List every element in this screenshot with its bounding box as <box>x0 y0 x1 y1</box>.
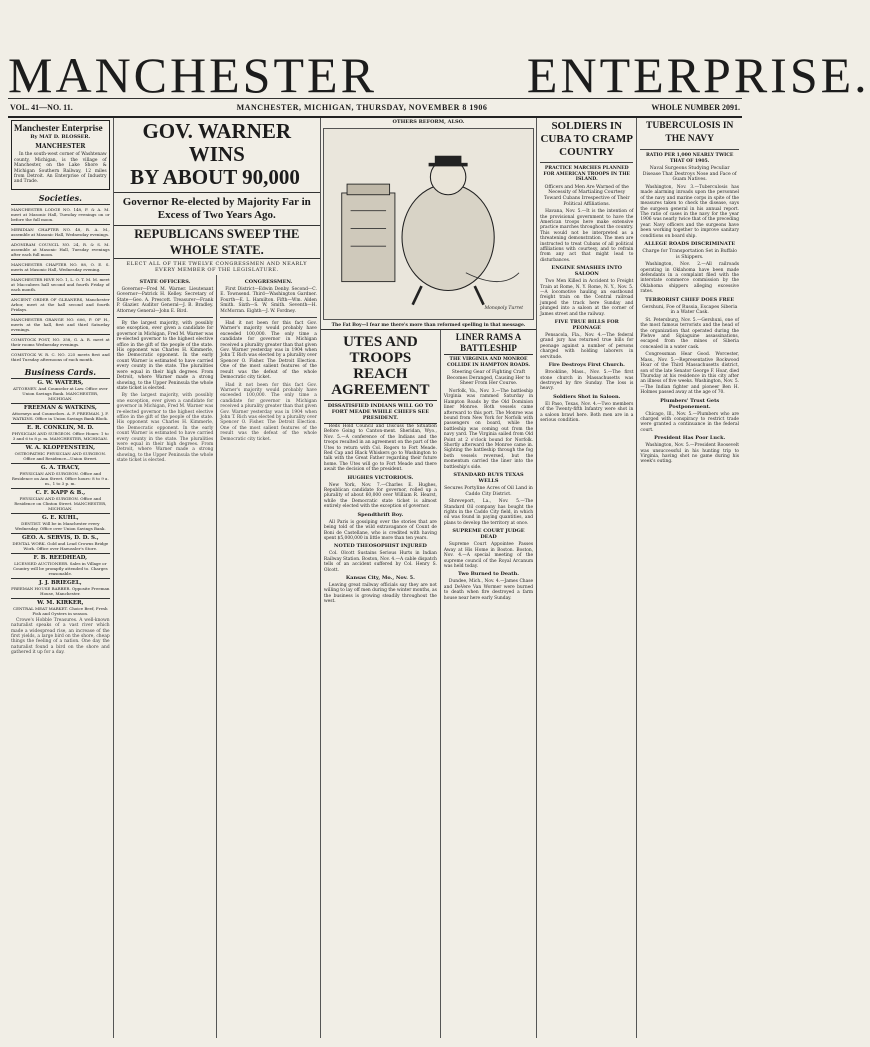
cuba-deck: PRACTICE MARCHES PLANNED FOR AMERICAN TROOPS IN THE ISLAND. <box>543 166 631 183</box>
hughes-body: New York, Nov. 7.—Charles E. Hughes, Republican candidate for governor, rolled up a plurality of about 60,000 over William R. Hearst, while the Democratic state ticket is almost entirely elected with the exception of governor. <box>323 482 437 510</box>
business-card <box>11 423 110 443</box>
plumbers-heading: Plumbers' Trust Gets Postponement. <box>660 397 720 410</box>
saloon-body: Two Men Killed in Accident to Freight Train at Rome, N. Y. Rome, N. Y., Nov. 5.—A locomotive hauling an eastbound freight train on the Central railroad jumped the track here Sunday and plunged into a saloon at the corner of James street and the railway. <box>540 279 634 317</box>
tuberculosis-deck: RATIO PER 1,000 NEARLY TWICE THAT OF 1905. <box>645 153 734 164</box>
kansas-heading: Kansas City, Mo., Nov. 5. <box>345 574 415 581</box>
plumbers-body: Chicago, Ill., Nov. 5.—Plumbers who are charged with conspiracy to restrict trade were granted a continuance in the federal court. <box>640 411 740 433</box>
warner-story-right: Had it not been for this fact Gov. Warner's majority would probably have exceeded 100,000. The only time a candidate for governor in Michigan received a plurality greater than that given Gov. Warner yesterday was in 1904 when John T. Rich was elected by a plurality over Spencer O. Fisher. The Detroit Election. One of the most salient features of the result was the defeat of the whole Democratic city ticket. <box>220 321 317 381</box>
cuba-body: Havana, Nov. 5.—It is the intention of the provisional government to have the American troops here make extensive practice marches throughout the country. This would not be interpreted as a threatening demonstration. The men are instructed to treat Cubans of all political affiliations with courtesy, and to refrain from any act that might lead to disturbances. <box>540 209 634 263</box>
soldiers-heading: Soldiers Shot in Saloon. <box>553 393 621 400</box>
terrorist-sub: Gershuni, Foe of Russia, Escapes Siberia in a Water Cask. <box>641 304 738 316</box>
cuba-headline: SOLDIERS IN CUBA TO CRAMP COUNTRY <box>540 120 633 158</box>
societies-list <box>11 204 110 364</box>
peonage-body: Pensacola, Fla., Nov. 4.—The federal grand jury has returned true bills for peonage against a number of persons charged with holding laborers in servitude. <box>540 333 634 360</box>
liner-body: Norfolk, Va., Nov. 3.—The battleship Virginia was rammed Saturday in Hampton Roads by the Old Dominion liner Monroe. Both vessels came afterward to this port. The Monroe was bound from New York for Norfolk with passengers on board, while the battleship was coming out from the navy yard. The Virginia sailed from Old Point at 2 o'clock bound for Norfolk. Shortly afterward the Monroe came in. Sighting the battleship through the fog both vessels reversed, but the momentum carried the liner into the battleship's side. <box>443 388 534 470</box>
warner-headline <box>114 118 320 193</box>
business-card <box>11 578 110 598</box>
cartoon-illustration <box>323 128 534 320</box>
society-entry: MANCHESTER CHAPTER NO. 88, O. E. S. meets at Masonic Hall, Wednesday evening. <box>11 259 110 274</box>
business-card <box>11 443 110 463</box>
volume-number: VOL. 41—NO. 11. <box>10 103 73 112</box>
business-card-body: DENTAL WORK. Gold and Lead Crowns Bridge Work. Office over Haeussler's Store. <box>12 540 109 551</box>
business-card-body: Attorneys and Counselors. A. F. FREEMAN. J. F. WATKINS. Office in Union Savings Bank Block. <box>11 410 109 421</box>
church-body: Brookline, Mass., Nov. 5.—The first stone church in Massachusetts was destroyed by fire Sunday. The loss is heavy. <box>540 370 634 392</box>
business-card-name: G. E. KUHL, <box>41 514 79 521</box>
society-entry: MERIDIAN CHAPTER NO. 48, R. A. M., assemble at Masonic Hall, Wednesday evenings. <box>11 224 110 239</box>
business-card <box>11 513 110 533</box>
editor-box <box>11 120 110 190</box>
tuberculosis-subdeck: Naval Surgeons Studying Peculiar Disease That Destroys Nose and Face of Guam Natives. <box>642 166 737 183</box>
liner-subdeck: Steering Gear of Fighting Craft Becomes Deranged, Causing Her to Sheer From Her Course. <box>446 370 531 387</box>
terrorist-heading: TERRORIST CHIEF DOES FREE <box>645 296 735 303</box>
warner-subhead: Governor Re-elected by Majority Far in Excess of Two Years Ago. <box>114 193 320 226</box>
spendthrift-body: All Paris is gossiping over the stories that are being told of the wild extravagance of Count de Boni de Castellane, who is credited with having spent $5,000,000 in little more than ten years. <box>323 519 437 541</box>
business-card-body: FREEMAN HOUSE BARBER. Opposite Freeman House, Manchester. <box>11 585 110 596</box>
business-card <box>11 403 110 423</box>
warner-story-left: By the largest majority, with possibly one exception, ever given a candidate for governor in Michigan, Fred M. Warner was re-elected governor to the highest elective office in the gift of the people of the state. His opponent was Charles H. Kimmerle, the Democratic opponent. In the early count Warner is estimated to have carried every county in the state. The pluralities were equal in their high degrees. From Detroit, where Warner made a strong showing, to the Upper Peninsula the whole state ticket is elected. <box>116 321 214 391</box>
standard-body: Shreveport, La., Nov. 5.—The Standard Oil company has bought the rights in the Caddo City field, in which oil was found in paying quantities, and plans to develop the territory at once. <box>443 499 534 526</box>
business-cards-list <box>11 378 110 618</box>
liner-column <box>441 330 536 1038</box>
cuba-subdeck: Officers and Men Are Warned of the Necessity of Martialing Courtesy Toward Cubans Irrespective of Their Political Affiliations. <box>543 184 630 207</box>
warner-left-column <box>114 275 218 1038</box>
cuba-column <box>537 118 637 1038</box>
business-card <box>11 598 110 618</box>
business-card-name: C. F. KAPP & B., <box>35 489 86 496</box>
theosophist-heading: NOTED THEOSOPHIST INJURED <box>333 543 427 550</box>
column-directory <box>8 118 114 1038</box>
warner-story <box>114 118 321 1038</box>
saloon-heading: ENGINE SMASHES INTO SALOON <box>551 265 623 278</box>
business-card-name: G. A. TRACY, <box>40 464 80 471</box>
terrorist-body: St. Petersburg, Nov. 5.—Gershuni, one of the most famous terrorists and the head of the organization that operated during the Plehve and Sipiaguine assassinations, escaped from the mines of Siberia concealed in a water cask. <box>640 317 740 350</box>
liner-deck: THE VIRGINIA AND MONROE COLLIDE IN HAMPTON ROADS. <box>446 357 531 368</box>
warner-story-left-cont: By the largest majority, with possibly one exception, ever given a candidate for governor in Michigan, Fred M. Warner was re-elected governor to the highest elective office in the gift of the people of the state. His opponent was Charles H. Kimmerle, the Democratic opponent. In the early count Warner is estimated to have carried every county in the state. The pluralities were equal in their high degrees. From Detroit, where Warner made a strong showing, to the Upper Peninsula the whole state ticket is elected. <box>116 393 214 464</box>
center-section <box>321 118 537 1038</box>
kansas-body: Leaving great railway officials say they are not willing to lay off men during the winter months, as the business is growing steadily throughout the west. <box>323 582 437 605</box>
tuberculosis-headline: TUBERCULOSIS IN THE NAVY <box>646 121 734 144</box>
center-columns <box>321 329 536 1038</box>
cartoon-caption: The Fat Boy—I fear me there's more than reformed spelling in that message. <box>331 323 526 328</box>
business-card <box>11 488 110 513</box>
society-entry: COMSTOCK POST, NO. 358, G. A. R. meet at their rooms Wednesday evenings. <box>11 334 110 349</box>
society-entry: ANCIENT ORDER OF GLEANERS, Manchester Arbor, meet at the hall second and fourth Fridays. <box>11 294 110 314</box>
business-cards-heading: Business Cards. <box>24 366 97 377</box>
society-entry: COMSTOCK W. R. C. NO. 225 meets first and third Tuesday afternoons of each month. <box>11 349 110 364</box>
masthead-title <box>8 47 870 103</box>
utes-deck: DISSATISFIED INDIANS WILL GO TO FORT MEADE WHILE CHIEFS SEE PRESIDENT. <box>324 401 437 424</box>
business-card-name: F. B. REEDHEAD, <box>33 554 88 561</box>
business-card-name: W. M. KIRKER, <box>37 599 84 606</box>
state-officers-heading: STATE OFFICERS. <box>139 279 191 285</box>
business-card-name: J. J. BRIEGEL, <box>38 579 82 586</box>
tuberculosis-body: Washington, Nov. 3.—Tuberculosis has made alarming inroads upon the personnel of the navy and marine corps in spite of the measures taken to check the disease, says the surgeon general in his annual report. The ratio of cases in the navy for the year 1906 was nearly twice that of the preceding year. Navy officers and the surgeons have been working together to improve sanitary conditions on board ship. <box>640 184 740 239</box>
sweep-headline: REPUBLICANS SWEEP THE WHOLE STATE. <box>114 226 320 259</box>
congressmen-list: First District—Edwin Denby. Second—C. E. Townsend. Third—Washington Gardner. Fourth—E. L. Hamilton. Fifth—Wm. Alden Smith. Sixth—S. W. Smith. Seventh—H. McMorran. Eighth—J. W. Fordney. <box>220 287 317 314</box>
allege-heading: ALLEGE ROADS DISCRIMINATE <box>644 241 736 248</box>
warner-story-right-cont: Had it not been for this fact Gov. Warner's majority would probably have exceeded 100,000. The only time a candidate for governor in Michigan received a plurality greater than that given Gov. Warner yesterday was in 1904 when John T. Rich was elected by a plurality over Spencer O. Fisher. The Detroit Election. One of the most salient features of the result was the defeat of the whole Democratic city ticket. <box>220 382 317 442</box>
masthead-title-right: ENTERPRISE. <box>526 47 870 103</box>
warner-headline-line2: BY ABOUT 90,000 <box>130 165 300 189</box>
business-card <box>11 553 110 578</box>
business-card <box>11 378 110 403</box>
cartoon-drawing <box>324 129 533 319</box>
paper-name: Manchester Enterprise <box>14 123 103 133</box>
intro-heading: MANCHESTER <box>35 143 86 151</box>
society-entry: MANCHESTER LODGE NO. 148, F. & A. M. meet at Masonic Hall, Tuesday evenings on or before the full moon. <box>11 204 110 224</box>
soldiers-body: El Paso, Texas, Nov. 4.—Two members of the Twenty-fifth Infantry were shot in a saloon brawl here. Both men are in a serious condition. <box>540 401 634 423</box>
business-card-body: LICENSED AUCTIONEER. Sales in Village or Country will be promptly attended to. Charges reasonable. <box>12 560 108 576</box>
date-place: MANCHESTER, MICHIGAN, THURSDAY, NOVEMBER 8 1906 <box>236 103 488 112</box>
business-card-name: E. R. CONKLIN, M. D. <box>26 424 94 431</box>
intro-text: In the south-west corner of Washtenaw county, Michigan, is the village of Manchester, on the Lake Shore & Michigan Southern Railway, 12 miles from Detroit. An Enterprise of Industry and Trade. <box>14 152 107 185</box>
peonage-heading: FIVE TRUE BILLS FOR PEONAGE <box>554 319 619 332</box>
spendthrift-heading: Spendthrift Boy. <box>357 511 404 518</box>
business-card <box>11 533 110 553</box>
business-card-name: GEO. A. SERVIS, D. D. S., <box>21 534 99 541</box>
business-card-body: DENTIST. Will be in Manchester every Wednesday. Office over Union Savings Bank. <box>15 520 106 531</box>
utes-body: Reds Hold Council and Discuss the Situation Before Going to Canton-ment. Sheridan, Wyo., Nov. 5.—A conference of the Indians and the troops resulted in an agreement on the part of the Utes to return with Col. Rogers to Fort Meade. Red Cap and Black Whiskers go to Washington to talk with the Great Father regarding their future home. The Utes will go to Fort Meade and there await the decision of the president. <box>323 424 437 473</box>
columns <box>8 118 742 1038</box>
state-officers-list: Governor—Fred M. Warner. Lieutenant Governor—Patrick H. Kelley. Secretary of State—Geo. A. Prescott. Treasurer—Frank P. Glazier. Auditor General—J. B. Bradley. Attorney General—John E. Bird. <box>116 287 214 314</box>
society-entry: ADONIRAM COUNCIL NO. 24, R. & S. M. assemble at Masonic Hall, Tuesday evenings after each full moon. <box>11 239 110 259</box>
burned-body: Dundee, Mich., Nov. 4.—James Chase and DeVere Van Wormer were burned to death when fire destroyed a farm house near here early Sunday. <box>443 579 534 601</box>
filler-article: Crowe's Hobble Treasures. A well-known naturalist speaks of a vast river which made a widespread rise, an increase of the first yields, a large bird on the shore, cheap things the feeling of a nation. One day the naturalist found a bird on the shore and gathered it up for a day. <box>11 617 110 656</box>
court-body: Supreme Court Appointee Passes Away at His Home in Boston. Boston, Nov. 4.—A special meeting of the supreme council of the Royal Arcanum was held today. <box>443 542 534 569</box>
business-card-body: ATTORNEY. And Counselor at Law. Office over Union Savings Bank. MANCHESTER, MICHIGAN. <box>12 385 108 401</box>
whole-number: WHOLE NUMBER 2091. <box>651 103 740 112</box>
burned-heading: Two Burned to Death. <box>458 571 519 578</box>
utes-column <box>321 330 441 1038</box>
president-heading: President Has Poor Luck. <box>654 435 726 442</box>
business-card-name: G. W. WATERS, <box>37 379 84 386</box>
standard-heading: STANDARD BUYS TEXAS WELLS <box>453 472 524 485</box>
society-entry: MANCHESTER GRANGE NO. 606, P. OF H., meets at the hall, first and third Saturday evenings. <box>11 314 110 334</box>
congressman-body: Congressman Hear Good. Worcester, Mass., Nov. 5.—Representative Rockwood Hoar of the Third Massachusetts district, son of the late Senator George F. Hoar, died Thursday at his residence in this city after an illness of five weeks. Washington, Nov. 5.—The Indian fighter and pioneer Ben H. Holmes passed away at the age of 70. <box>640 352 740 396</box>
cartoon-label: Monopoly Turret <box>484 306 524 311</box>
theosophist-body: Col. Olcott Sustains Serious Hurts in Indian Railway Station. Boston, Nov. 4.—A cable dispatch tells of an accident suffered by Col. Henry S. Olcott. <box>323 551 437 573</box>
business-card-body: PHYSICIAN AND SURGEON. Office and Residence on Ann Street. Office hours: 8 to 9 a. m., 1 to 3 p. m. <box>11 470 109 486</box>
business-card-body: PHYSICIAN AND SURGEON. Office Hours: 1 to 3 and 6 to 8 p. m. MANCHESTER, MICHIGAN. <box>11 430 109 441</box>
business-card <box>11 463 110 488</box>
congressmen-heading: CONGRESSMEN. <box>244 279 293 285</box>
business-card-name: FREEMAN & WATKINS, <box>23 404 97 411</box>
hughes-heading: HUGHES VICTORIOUS. <box>347 474 414 481</box>
president-body: Washington, Nov. 5.—President Roosevelt was unsuccessful in his hunting trip to Virginia, having shot no game during his week's outing. <box>640 443 740 465</box>
masthead-title-left: MANCHESTER <box>8 47 377 103</box>
masthead <box>8 6 870 103</box>
warner-right-column <box>217 275 320 1038</box>
liner-headline: LINER RAMS A BATTLESHIP <box>444 332 533 355</box>
societies-heading: Societies. <box>38 192 82 203</box>
society-entry: MANCHESTER HIVE NO. 1, L. O. T. M. M. meet at Maccabees hall second and fourth Friday of each month. <box>11 274 110 294</box>
business-card-name: W. A. KLOPFENSTEIN, <box>25 444 95 451</box>
business-card-body: CENTRAL MEAT MARKET. Choice Beef, Fresh Fish and Oysters in season. <box>13 605 108 616</box>
allege-body: Washington, Nov. 2.—All railroads operating in Oklahoma have been made defendants in a complaint filed with the interstate commerce commission by the Oklahoma shippers alleging excessive rates. <box>640 262 740 295</box>
warner-body <box>114 275 320 1038</box>
warner-deck: ELECT ALL OF THE TWELVE CONGRESSMEN AND NEARLY EVERY MEMBER OF THE LEGISLATURE. <box>126 261 308 273</box>
allege-sub: Charge for Transportation Set in Buffalo is Shippers. <box>642 249 737 260</box>
utes-headline: UTES AND TROOPS REACH AGREEMENT <box>324 332 437 401</box>
business-card-body: PHYSICIAN AND SURGEON. Office and Residence on Clinton Street. MANCHESTER, MICHIGAN. <box>14 495 107 511</box>
warner-headline-line1: GOV. WARNER WINS <box>142 119 292 166</box>
editor-byline: By MAT D. BLOSSER. <box>30 134 91 140</box>
court-heading: SUPREME COURT JUDGE DEAD <box>452 528 525 541</box>
church-heading: Fire Destroys First Church. <box>548 362 625 369</box>
cartoon-strap: OTHERS REFORM, ALSO. <box>392 119 465 125</box>
business-card-body: OSTEOPATHIC PHYSICIAN AND SURGEON. Office and Residence—Union Street. <box>14 450 106 461</box>
standard-sub: Secures Portyline Acres of Oil Land in Caddo City District. <box>444 486 533 497</box>
tuberculosis-column <box>637 118 742 1038</box>
